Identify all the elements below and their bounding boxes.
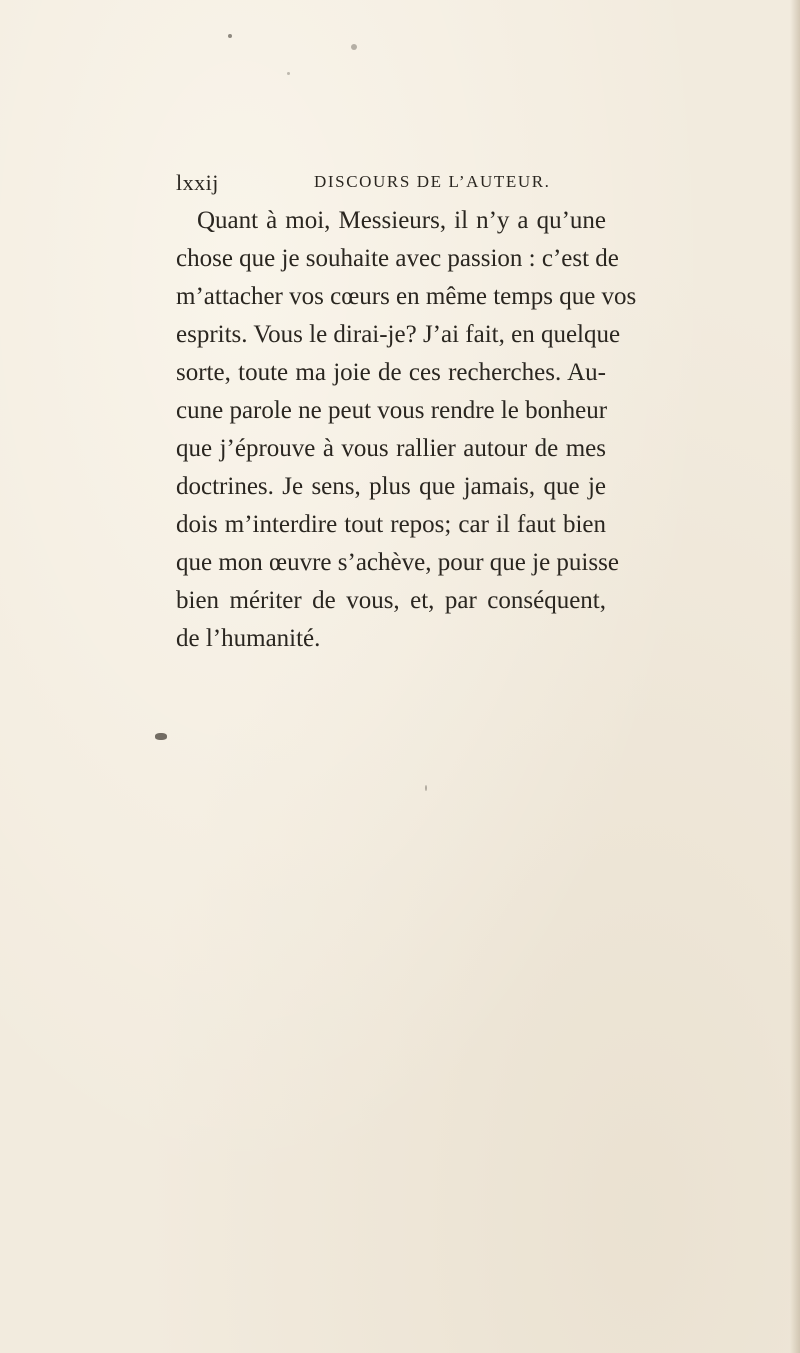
text-line: m’attacher vos cœurs en même temps que vos [176,283,637,310]
text-line: chose que je souhaite avec passion : c’est de [176,245,619,272]
text-line: esprits. Vous le dirai-je? J’ai fait, en quelque [176,321,621,348]
text-line: doctrines. Je sens, plus que jamais, que je [176,473,606,500]
page-header [176,170,598,200]
page-edge-shadow [790,0,800,1353]
ink-speck [155,733,167,740]
ink-speck [228,34,232,38]
text-line: cune parole ne peut vous rendre le bonheur [176,397,608,424]
ink-speck [351,44,357,50]
text-line: de l’humanité. [176,625,321,652]
running-head: DISCOURS DE L’AUTEUR. [314,172,551,191]
text-line: que j’éprouve à vous rallier autour de mes [176,435,606,462]
text-line: sorte, toute ma joie de ces recherches. Au- [176,359,606,386]
ink-speck [287,72,290,75]
text-line: que mon œuvre s’achève, pour que je puisse [176,549,619,576]
text-line: bien mériter de vous, et, par conséquent, [176,587,606,614]
ink-speck [425,785,427,791]
body-paragraph [176,202,637,658]
page-number: lxxij [176,170,219,195]
text-line: dois m’interdire tout repos; car il faut bien [176,511,606,538]
text-line: Quant à moi, Messieurs, il n’y a qu’une [197,207,606,234]
